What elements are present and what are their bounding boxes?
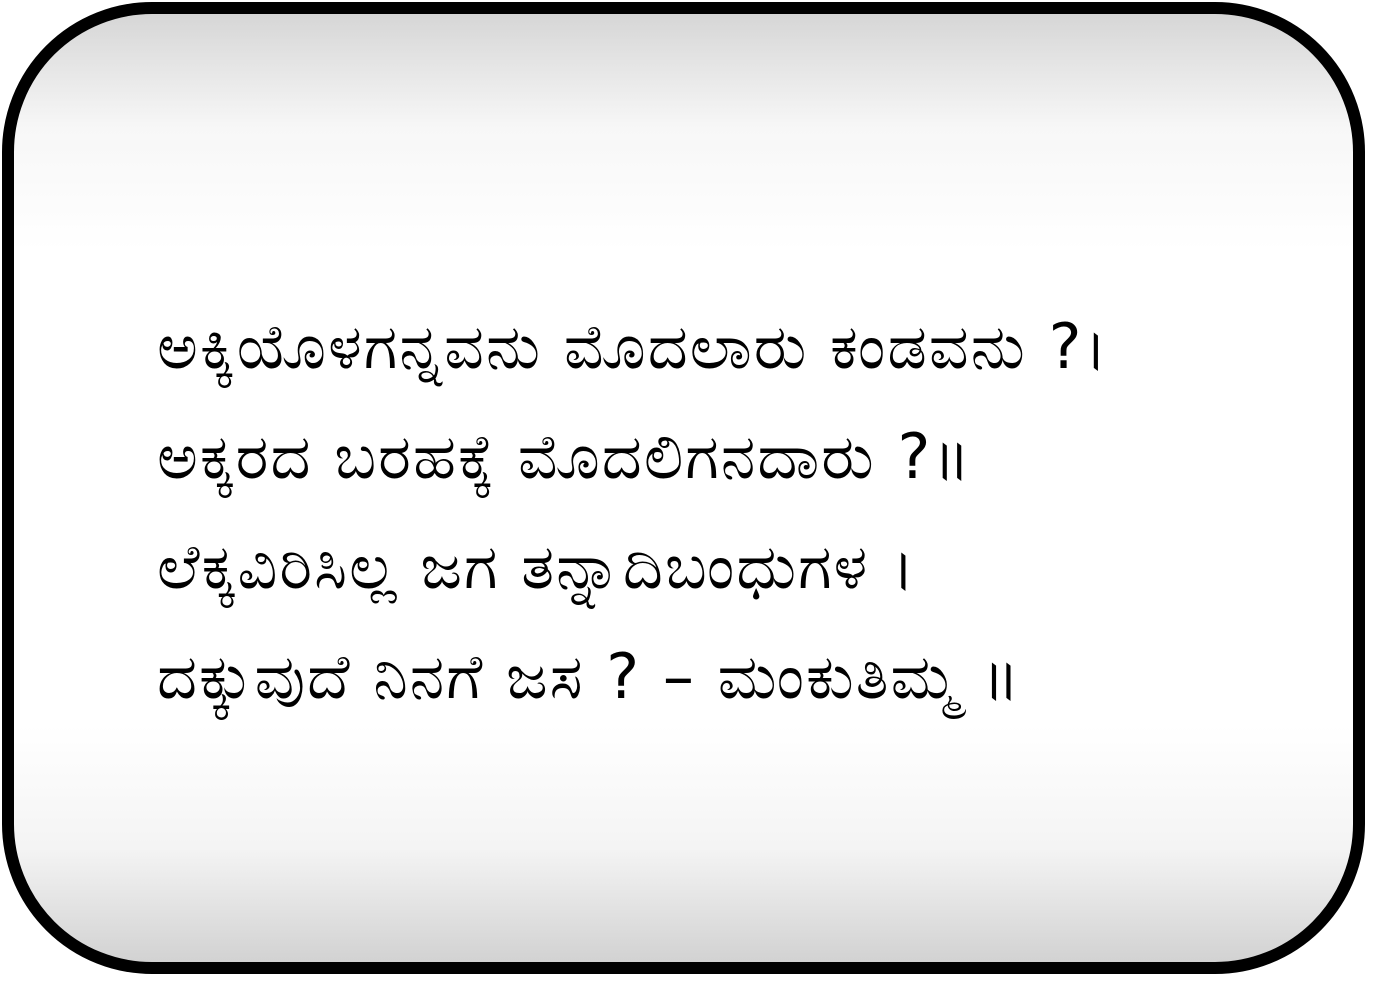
poem-verse [157,292,1109,732]
poem-line-4: ದಕ್ಕುವುದೆ ನಿನಗೆ ಜಸ ? – ಮಂಕುತಿಮ್ಮ ॥ [157,640,1022,713]
poem-line-3: ಲೆಕ್ಕವಿರಿಸಿಲ್ಲ ಜಗ ತನ್ನಾದಿಬಂಧುಗಳ । [157,530,917,603]
poem-line-2: ಅಕ್ಕರದ ಬರಹಕ್ಕೆ ಮೊದಲಿಗನದಾರು ?॥ [157,420,973,493]
poem-line-1: ಅಕ್ಕಿಯೊಳಗನ್ನವನು ಮೊದಲಾರು ಕಂಡವನು ?। [157,310,1110,383]
poem-card [2,2,1365,974]
